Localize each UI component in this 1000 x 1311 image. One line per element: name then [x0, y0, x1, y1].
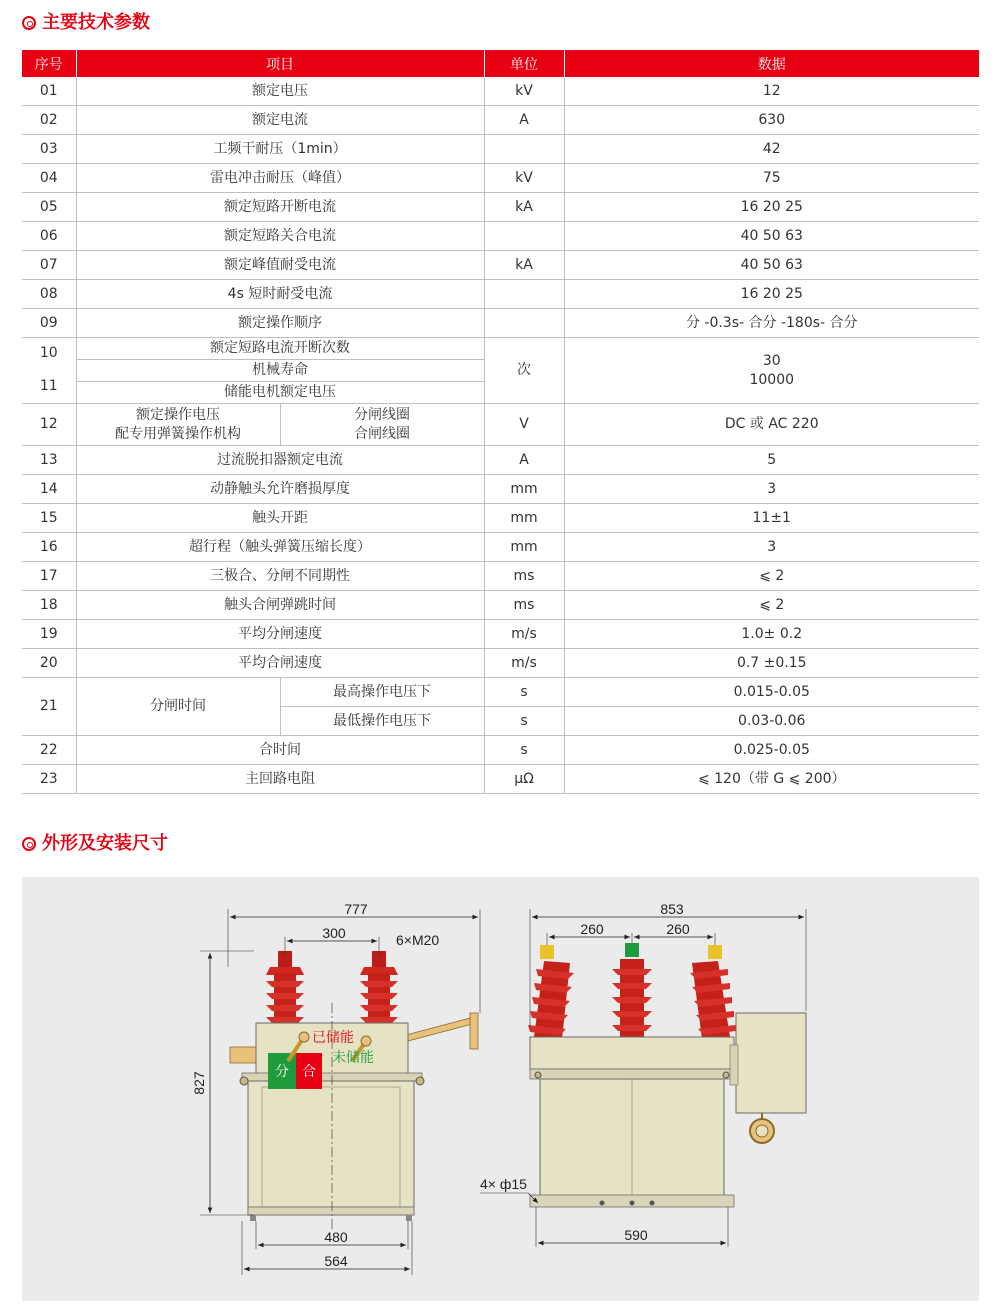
- circle-marker-icon: [22, 16, 36, 30]
- open-label: 分: [275, 1064, 289, 1080]
- dim-front-height: 827: [191, 1071, 207, 1095]
- spec-table: [22, 50, 979, 794]
- table-row: 18 触头合闸弹跳时间 ms ⩽ 2: [22, 591, 979, 620]
- header-item: 项目: [76, 50, 484, 77]
- section-title-dims: 外形及安装尺寸: [22, 829, 168, 855]
- close-label: 合: [302, 1064, 316, 1080]
- table-row: 02 额定电流 A 630: [22, 106, 979, 135]
- side-pole-2: [612, 943, 652, 1041]
- table-row: 07 额定峰值耐受电流 kA 40 50 63: [22, 251, 979, 280]
- table-row: 21 分闸时间 最高操作电压下 s 0.015-0.05: [22, 678, 979, 707]
- uncharged-label: 未储能: [332, 1050, 374, 1066]
- table-row: 09 额定操作顺序 分 -0.3s- 合分 -180s- 合分: [22, 309, 979, 338]
- front-view: [230, 951, 478, 1229]
- dim-bolt: 6×M20: [396, 932, 440, 948]
- table-row: 15 触头开距 mm 11±1: [22, 504, 979, 533]
- table-row: 23 主回路电阻 μΩ ⩽ 120（带 G ⩽ 200）: [22, 765, 979, 794]
- table-row: 06 额定短路关合电流 40 50 63: [22, 222, 979, 251]
- front-pole-right: [360, 951, 398, 1025]
- table-header-row: [22, 50, 979, 77]
- table-row: 12 额定操作电压 配专用弹簧操作机构 分闸线圈 合闸线圈 V DC 或 AC 220: [22, 404, 979, 446]
- table-row: 储能电机额定电压: [22, 382, 979, 404]
- section-title-params: 主要技术参数: [22, 8, 150, 34]
- dim-front-width: 777: [344, 901, 368, 917]
- drawing-svg: [22, 877, 979, 1301]
- table-row: 22 合时间 s 0.025-0.05: [22, 736, 979, 765]
- dim-base-outer: 564: [324, 1253, 348, 1269]
- dim-side-spacing-right: 260: [666, 921, 690, 937]
- table-row: 机械寿命: [22, 360, 979, 382]
- side-pole-3: [690, 945, 736, 1039]
- table-row: 01 额定电压 kV 12: [22, 77, 979, 106]
- table-row: 08 4s 短时耐受电流 16 20 25: [22, 280, 979, 309]
- circle-marker-icon: [22, 837, 36, 851]
- side-view: [528, 943, 806, 1207]
- table-row: 14 动静触头允许磨损厚度 mm 3: [22, 475, 979, 504]
- table-row: 03 工频干耐压（1min） 42: [22, 135, 979, 164]
- front-pole-left: [266, 951, 304, 1025]
- dim-pole-spacing: 300: [322, 925, 346, 941]
- dim-side-base: 590: [624, 1227, 648, 1243]
- table-row: 17 三极合、分闸不同期性 ms ⩽ 2: [22, 562, 979, 591]
- dim-side-spacing-left: 260: [580, 921, 604, 937]
- dim-holes: 4× ф15: [480, 1176, 527, 1192]
- header-no: 序号: [22, 50, 76, 77]
- header-value: 数据: [564, 50, 979, 77]
- table-row: 20 平均合闸速度 m/s 0.7 ±0.15: [22, 649, 979, 678]
- table-row: 13 过流脱扣器额定电流 A 5: [22, 446, 979, 475]
- table-row: 10 11 额定短路电流开断次数 次 30 10000: [22, 338, 979, 360]
- table-row: 16 超行程（触头弹簧压缩长度） mm 3: [22, 533, 979, 562]
- charged-label: 已储能: [312, 1030, 354, 1046]
- table-row: 04 雷电冲击耐压（峰值） kV 75: [22, 164, 979, 193]
- table-row: 19 平均分闸速度 m/s 1.0± 0.2: [22, 620, 979, 649]
- dimension-drawing: [22, 877, 979, 1301]
- table-row: 05 额定短路开断电流 kA 16 20 25: [22, 193, 979, 222]
- table-row: 最低操作电压下 s 0.03-0.06: [22, 707, 979, 736]
- dim-side-width: 853: [660, 901, 684, 917]
- side-pole-1: [528, 945, 574, 1039]
- dim-base-inner: 480: [324, 1229, 348, 1245]
- header-unit: 单位: [484, 50, 564, 77]
